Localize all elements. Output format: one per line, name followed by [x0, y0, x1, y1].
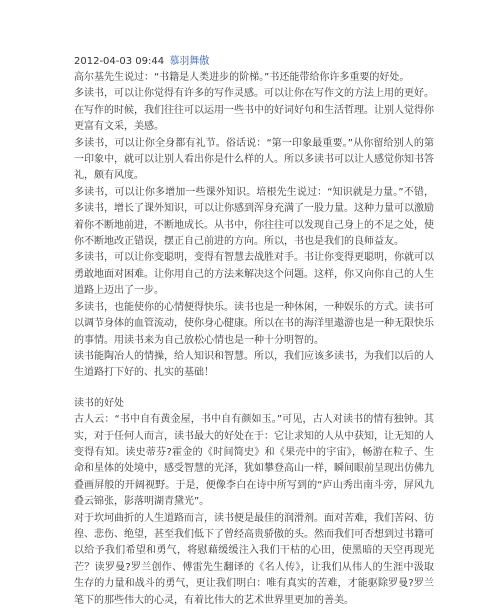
- paragraph: 古人云：“书中自有黄金屋，书中自有颜如玉。”可见，古人对读书的情有独钟。其实，对于任何人而言，读书最大的好处在于：它让求知的人从中获知，让无知的人变得有知。读史蒂芬?霍金的《时间简史》和《果壳中的宇宙》，畅游在粒子、生命和星体的处境中，感受智慧的光泽，犹如攀登高山一样，瞬间眼前呈现出仿佛九叠画屏般的开阔视野。于是，便像李白在诗中所写到的“庐山秀出南斗旁，屏风九叠云锦张，影落明湖青黛光”。: [74, 414, 434, 508]
- section-good-of-reading: [74, 396, 434, 609]
- paragraph: 高尔基先生说过：“书籍是人类进步的阶梯。”书还能带给你许多重要的好处。: [74, 72, 410, 83]
- paragraph: 读书能陶冶人的情操，给人知识和智慧。所以，我们应该多读书，为我们以后的人生道路打下好的、扎实的基础！: [74, 350, 434, 379]
- paragraph: 多读书，可以让你全身都有礼节。俗话说：“第一印象最重要。”从你留给别人的第一印象中，就可以让别人看出你是什么样的人。所以多读书可以让人感觉你知书答礼，颇有风度。: [74, 137, 434, 182]
- paragraph: 对于坎坷曲折的人生道路而言，读书便是最佳的润滑剂。面对苦难，我们苦闷、彷徨、悲伤、绝望，甚至我们低下了曾经高贵骄傲的头。然而我们可否想到过书籍可以给予我们希望和勇气，将慰藉缓缓注入我们干枯的心田，使黑暗的天空再现光芒？读罗曼?罗兰创作、傅雷先生翻译的《名人传》，让我们从伟人的生涯中汲取生存的力量和战斗的勇气，更让我们明白：唯有真实的苦难，才能驱除罗曼?罗兰笔下的那些伟大的心灵，有着比伟大的艺术世界里更加的善美。: [74, 512, 434, 606]
- post-date: 2012-04-03 09:44: [74, 56, 165, 67]
- post-meta: [74, 55, 434, 69]
- section-title: 读书的好处: [74, 397, 124, 409]
- paragraph: 多读书，可以让你觉得有许多的写作灵感。可以让你在写作文的方法上用的更好。在写作的时候，我们往往可以运用一些书中的好词好句和生活哲理。让别人觉得你更富有文采，美感。: [74, 88, 434, 133]
- article: [74, 55, 434, 609]
- paragraph: 多读书，可以让你多增加一些课外知识。培根先生说过：“知识就是力量。”不错，多读书，增长了课外知识，可以让你感到浑身充满了一股力量。这种力量可以激励着你不断地前进，不断地成长。从书中，你往往可以发现自己身上的不足之处，使你不断地改正错误，摆正自己前进的方向。所以，书也是我们的良师益友。: [74, 186, 434, 248]
- paragraph: 多读书，可以让你变聪明，变得有智慧去战胜对手。书让你变得更聪明，你就可以勇敢地面对困难。让你用自己的方法来解决这个问题。这样，你又向你自己的人生道路上迈出了一步。: [74, 252, 434, 297]
- section-benefits-of-reading: [74, 70, 434, 382]
- section-gap: [74, 382, 434, 396]
- author-link[interactable]: 慕羽舞傲: [169, 56, 210, 67]
- paragraph: 多读书，也能使你的心情便得快乐。读书也是一种休闲，一种娱乐的方式。读书可以调节身体的血管流动，使你身心健康。所以在书的海洋里遨游也是一种无限快乐的事情。用读书来为自己放松心情也是一种十分明智的。: [74, 301, 434, 346]
